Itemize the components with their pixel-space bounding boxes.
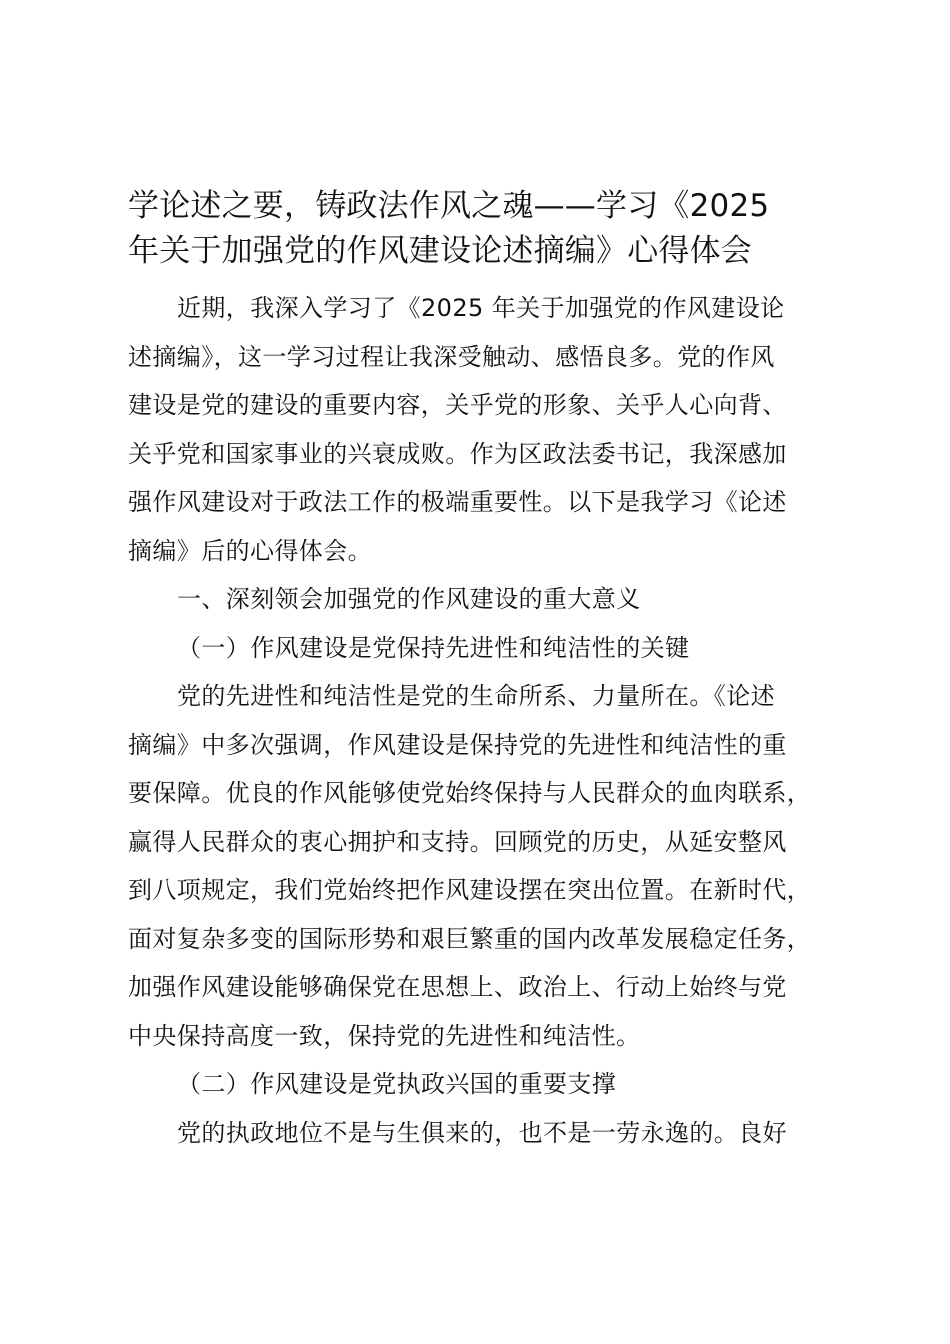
paragraph-1-1-line-8: 中央保持高度一致，保持党的先进性和纯洁性。 <box>128 1021 641 1050</box>
paragraph-1-1-line-1: 党的先进性和纯洁性是党的生命所系、力量所在。《论述 <box>177 682 775 710</box>
paragraph-1-1-line-4: 赢得人民群众的衷心拥护和支持。回顾党的历史，从延安整风 <box>128 827 787 856</box>
paragraph-intro-line-3: 建设是党的建设的重要内容，关乎党的形象、关乎人心向背、 <box>128 391 787 419</box>
paragraph-intro-line-2: 述摘编》，这一学习过程让我深受触动、感悟良多。党的作风 <box>128 342 775 371</box>
paragraph-1-1-line-7: 加强作风建设能够确保党在思想上、政治上、行动上始终与党 <box>128 973 787 1001</box>
paragraph-intro-line-6: 摘编》后的心得体会。 <box>128 536 372 565</box>
paragraph-intro-line-1: 近期，我深入学习了《2025 年关于加强党的作风建设论 <box>177 294 785 322</box>
paragraph-intro-line-5: 强作风建设对于政法工作的极端重要性。以下是我学习《论述 <box>128 488 787 516</box>
paragraph-1-1-line-2: 摘编》中多次强调，作风建设是保持党的先进性和纯洁性的重 <box>128 730 787 759</box>
paragraph-1-1-line-6: 面对复杂多变的国际形势和艰巨繁重的国内改革发展稳定任务， <box>128 924 812 953</box>
title-line-1: 学论述之要，铸政法作风之魂——学习《2025 <box>128 188 770 224</box>
subsection-heading-1-1: （一）作风建设是党保持先进性和纯洁性的关键 <box>177 633 690 662</box>
paragraph-1-1-line-5: 到八项规定，我们党始终把作风建设摆在突出位置。在新时代， <box>128 876 812 904</box>
paragraph-1-2-line-1: 党的执政地位不是与生俱来的，也不是一劳永逸的。良好 <box>177 1118 787 1147</box>
document-body <box>128 284 848 1157</box>
paragraph-1-1-line-3: 要保障。优良的作风能够使党始终保持与人民群众的血肉联系， <box>128 779 812 807</box>
document-title <box>128 184 838 274</box>
subsection-heading-1-2: （二）作风建设是党执政兴国的重要支撑 <box>177 1070 617 1098</box>
title-line-2: 年关于加强党的作风建设论述摘编》心得体会 <box>128 233 752 269</box>
section-heading-1: 一、深刻领会加强党的作风建设的重大意义 <box>177 585 641 613</box>
paragraph-intro-line-4: 关乎党和国家事业的兴衰成败。作为区政法委书记，我深感加 <box>128 439 787 468</box>
